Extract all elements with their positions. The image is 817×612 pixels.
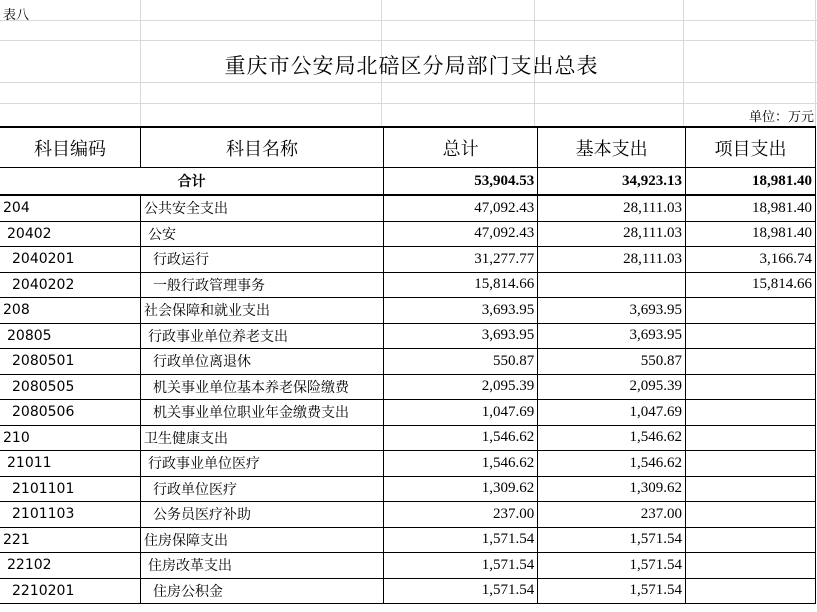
total-cell: 47,092.43	[384, 195, 538, 221]
basic-cell: 3,693.95	[538, 298, 686, 324]
project-cell	[685, 374, 815, 400]
name-cell: 卫生健康支出	[140, 425, 383, 451]
table-row	[0, 195, 816, 221]
total-cell: 3,693.95	[384, 298, 538, 324]
table-row	[0, 476, 816, 502]
total-cell: 237.00	[384, 502, 538, 528]
header-name: 科目名称	[140, 127, 383, 168]
basic-cell: 237.00	[538, 502, 686, 528]
total-project: 18,981.40	[685, 168, 815, 196]
total-cell: 15,814.66	[384, 272, 538, 298]
table-row	[0, 298, 816, 324]
name-cell: 机关事业单位基本养老保险缴费	[140, 374, 383, 400]
name-cell: 社会保障和就业支出	[140, 298, 383, 324]
project-cell	[685, 298, 815, 324]
total-cell: 1,546.62	[384, 451, 538, 477]
page-title: 重庆市公安局北碚区分局部门支出总表	[224, 54, 599, 78]
project-cell	[685, 349, 815, 375]
table-row	[0, 221, 816, 247]
project-cell: 3,166.74	[685, 247, 815, 273]
total-row	[0, 168, 816, 196]
project-cell	[685, 425, 815, 451]
name-cell: 住房保障支出	[140, 527, 383, 553]
code-cell: 208	[0, 298, 140, 324]
basic-cell: 1,546.62	[538, 425, 686, 451]
name-cell: 行政运行	[140, 247, 383, 273]
table-row	[0, 349, 816, 375]
basic-cell: 28,111.03	[538, 247, 686, 273]
basic-cell: 28,111.03	[538, 195, 686, 221]
table-row	[0, 527, 816, 553]
basic-cell: 1,571.54	[538, 527, 686, 553]
unit-label: 单位：万元	[748, 110, 814, 125]
name-cell: 住房改革支出	[140, 553, 383, 579]
table-row	[0, 400, 816, 426]
name-cell: 公务员医疗补助	[140, 502, 383, 528]
code-cell: 2080501	[0, 349, 140, 375]
total-cell: 1,546.62	[384, 425, 538, 451]
header-code: 科目编码	[0, 127, 140, 168]
code-cell: 2080506	[0, 400, 140, 426]
name-cell: 公安	[140, 221, 383, 247]
project-cell: 18,981.40	[685, 195, 815, 221]
name-cell: 行政事业单位养老支出	[140, 323, 383, 349]
code-cell: 2101101	[0, 476, 140, 502]
table-row	[0, 502, 816, 528]
project-cell	[685, 527, 815, 553]
project-cell	[685, 476, 815, 502]
name-cell: 一般行政管理事务	[140, 272, 383, 298]
name-cell: 行政单位医疗	[140, 476, 383, 502]
basic-cell: 1,309.62	[538, 476, 686, 502]
name-cell: 行政单位离退休	[140, 349, 383, 375]
name-cell: 公共安全支出	[140, 195, 383, 221]
project-cell: 15,814.66	[685, 272, 815, 298]
code-cell: 2080505	[0, 374, 140, 400]
basic-cell: 1,571.54	[538, 578, 686, 604]
code-cell: 21011	[0, 451, 140, 477]
table-row	[0, 578, 816, 604]
code-cell: 20402	[0, 221, 140, 247]
code-cell: 2210201	[0, 578, 140, 604]
total-cell: 1,571.54	[384, 527, 538, 553]
basic-cell: 1,047.69	[538, 400, 686, 426]
basic-cell: 3,693.95	[538, 323, 686, 349]
code-cell: 2040202	[0, 272, 140, 298]
code-cell: 2101103	[0, 502, 140, 528]
table-row	[0, 451, 816, 477]
table-row	[0, 323, 816, 349]
total-cell: 31,277.77	[384, 247, 538, 273]
project-cell	[685, 323, 815, 349]
basic-cell	[538, 272, 686, 298]
header-basic: 基本支出	[538, 127, 686, 168]
code-cell: 210	[0, 425, 140, 451]
table-row	[0, 272, 816, 298]
name-cell: 机关事业单位职业年金缴费支出	[140, 400, 383, 426]
table-row	[0, 553, 816, 579]
code-cell: 22102	[0, 553, 140, 579]
total-total: 53,904.53	[384, 168, 538, 196]
header-row	[0, 127, 816, 168]
total-cell: 47,092.43	[384, 221, 538, 247]
name-cell: 住房公积金	[140, 578, 383, 604]
code-cell: 2040201	[0, 247, 140, 273]
project-cell: 18,981.40	[685, 221, 815, 247]
sheet-label: 表八	[3, 8, 30, 23]
code-cell: 20805	[0, 323, 140, 349]
code-cell: 204	[0, 195, 140, 221]
total-cell: 1,571.54	[384, 553, 538, 579]
basic-cell: 2,095.39	[538, 374, 686, 400]
total-basic: 34,923.13	[538, 168, 686, 196]
total-cell: 3,693.95	[384, 323, 538, 349]
expenditure-table	[0, 126, 816, 604]
total-cell: 1,309.62	[384, 476, 538, 502]
header-project: 项目支出	[685, 127, 815, 168]
name-cell: 行政事业单位医疗	[140, 451, 383, 477]
basic-cell: 28,111.03	[538, 221, 686, 247]
project-cell	[685, 553, 815, 579]
basic-cell: 1,546.62	[538, 451, 686, 477]
total-cell: 550.87	[384, 349, 538, 375]
code-cell: 221	[0, 527, 140, 553]
table-row	[0, 425, 816, 451]
header-total: 总计	[384, 127, 538, 168]
total-cell: 2,095.39	[384, 374, 538, 400]
total-label: 合计	[0, 168, 384, 196]
total-cell: 1,571.54	[384, 578, 538, 604]
project-cell	[685, 400, 815, 426]
total-cell: 1,047.69	[384, 400, 538, 426]
project-cell	[685, 578, 815, 604]
project-cell	[685, 451, 815, 477]
project-cell	[685, 502, 815, 528]
table-row	[0, 374, 816, 400]
table-row	[0, 247, 816, 273]
basic-cell: 1,571.54	[538, 553, 686, 579]
basic-cell: 550.87	[538, 349, 686, 375]
